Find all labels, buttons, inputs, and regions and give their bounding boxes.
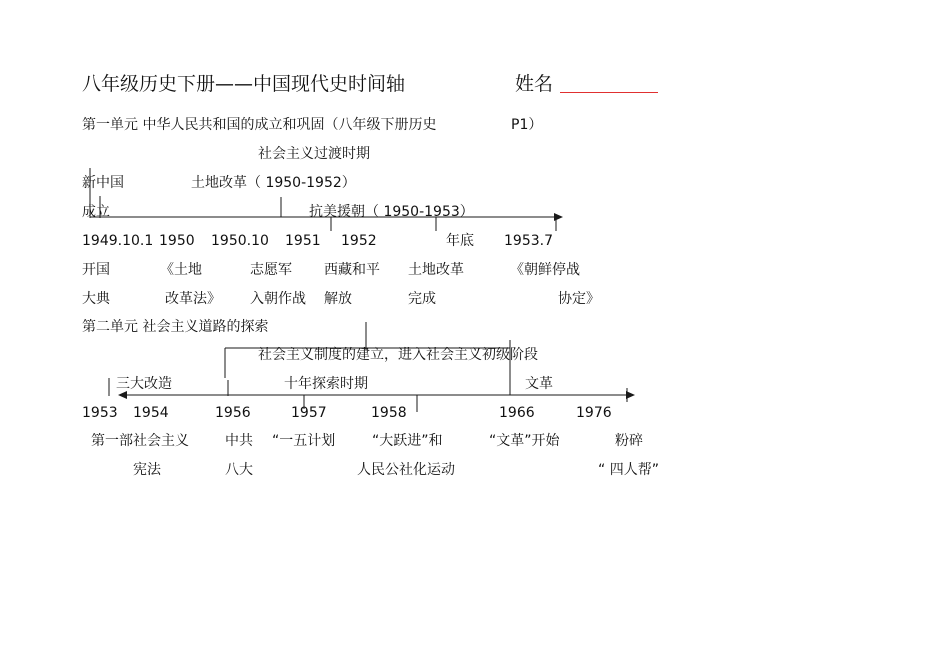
u2-label-r2: 宪法 [133,462,161,478]
event-founding-line1: 新中国 [82,175,124,191]
u2-date: 1966 [499,405,535,421]
name-label: 姓名 [515,73,554,95]
event-three-reforms: 三大改造 [116,376,172,392]
u1-label-r2: 协定》 [558,291,600,307]
u1-label-r1: 开国 [82,262,110,278]
u2-date: 1957 [291,405,327,421]
u2-date: 1958 [371,405,407,421]
u2-label-r1: “一五计划 [272,433,336,449]
u1-label-r2: 改革法》 [165,291,221,307]
u1-date: 年底 [446,233,474,249]
u1-date: 1950.10 [211,233,269,249]
u1-date: 1951 [285,233,321,249]
u1-label-r2: 解放 [324,291,352,307]
unit2-period-label: 社会主义制度的建立，进入社会主义初级阶段 [258,347,538,363]
u2-label-r1: 第一部社会主义 [91,433,189,449]
timeline-arrow-unit1 [554,213,563,221]
u2-date: 1956 [215,405,251,421]
unit1-page-ref: P1） [511,117,543,133]
u1-label-r1: 土地改革 [408,262,464,278]
u1-label-r2: 大典 [82,291,110,307]
u2-label-r2: “ 四人帮” [598,462,659,478]
event-founding-line2: 成立 [82,204,110,220]
event-land-reform: 土地改革（ 1950-1952） [191,175,356,191]
u2-label-r1: 中共 [225,433,253,449]
u2-date: 1954 [133,405,169,421]
u1-label-r1: 《朝鲜停战 [510,262,580,278]
unit2-heading: 第二单元 社会主义道路的探索 [82,319,269,335]
u2-date: 1953 [82,405,118,421]
u1-label-r1: 《土地 [160,262,202,278]
u2-label-r1: “文革”开始 [489,433,560,449]
u1-date: 1950 [159,233,195,249]
u2-label-r2: 八大 [225,462,253,478]
u2-label-r1: “大跃进”和 [372,433,443,449]
u1-label-r1: 志愿军 [250,262,292,278]
u1-label-r2: 入朝作战 [250,291,306,307]
unit1-heading: 第一单元 中华人民共和国的成立和巩固（八年级下册历史 [82,117,437,133]
u1-label-r1: 西藏和平 [324,262,380,278]
u2-label-r2: 人民公社化运动 [357,462,455,478]
u1-label-r2: 完成 [408,291,436,307]
event-ten-years: 十年探索时期 [284,376,368,392]
u1-date: 1952 [341,233,377,249]
event-cultural-revolution: 文革 [525,376,553,392]
page-title: 八年级历史下册——中国现代史时间轴 [82,73,406,95]
u1-date: 1949.10.1 [82,233,154,249]
u1-date: 1953.7 [504,233,553,249]
u2-label-r1: 粉碎 [615,433,643,449]
unit1-period-label: 社会主义过渡时期 [258,146,370,162]
u2-date: 1976 [576,405,612,421]
timeline-arrow-unit2-left [118,391,127,399]
event-korea: 抗美援朝（ 1950-1953） [309,204,474,220]
